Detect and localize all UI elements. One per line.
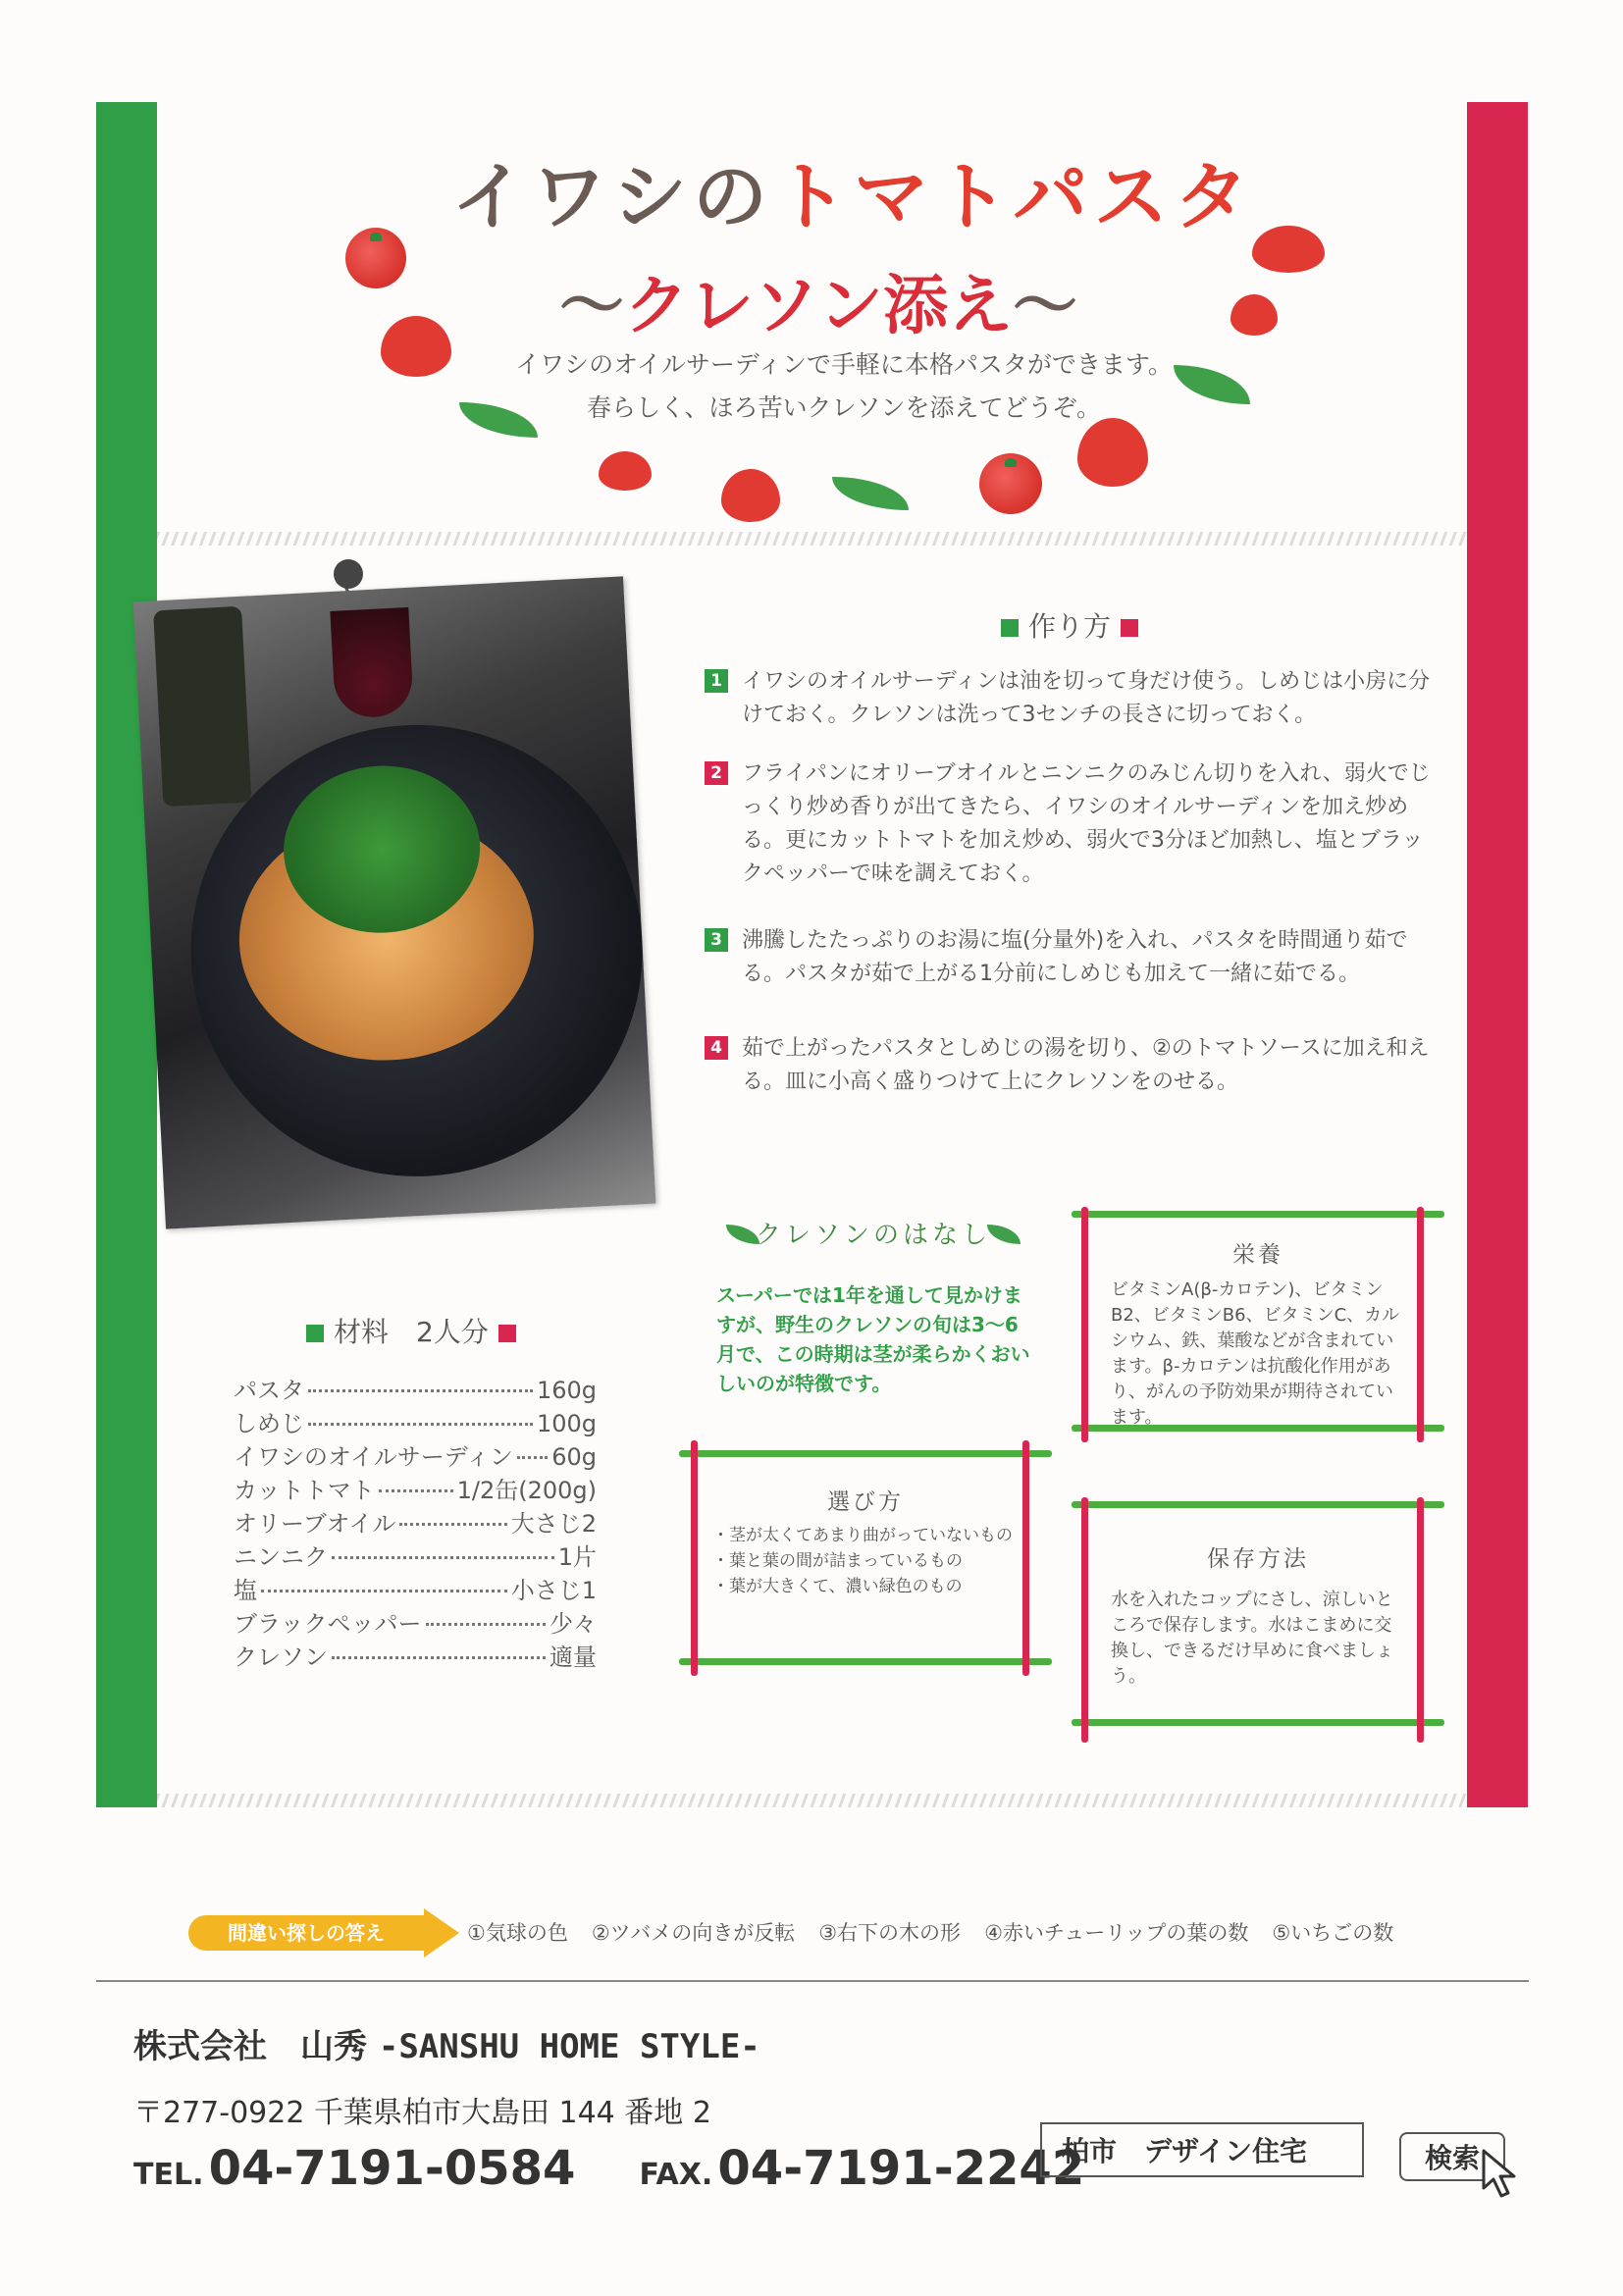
ingredient-qty: 大さじ2 [510,1510,597,1538]
frame-bar-bottom [679,1658,1052,1665]
ingredient-qty: 160g [536,1377,597,1404]
list-item [234,1607,597,1641]
green-square-icon [1001,619,1019,637]
tilde-right: 〜 [1013,268,1077,343]
storage-box [1072,1497,1444,1743]
green-square-icon [306,1325,324,1342]
tel-label: TEL. [133,2158,204,2192]
tomato-slice-icon [1252,226,1325,273]
story-title: クレソンのはなし [755,1221,991,1250]
list-item: ②ツバメの向きが反転 [591,1921,796,1945]
choose-box [679,1440,1052,1676]
list-item [234,1507,597,1540]
tomato-slice-icon [599,451,652,491]
search-input[interactable]: 柏市 デザイン住宅 [1040,2122,1364,2177]
storage-title: 保存方法 [1207,1546,1309,1572]
pushpin-icon [334,559,363,589]
page-subtitle [559,253,1077,346]
company-name-jp: 株式会社 山秀 [133,2027,367,2066]
subtitle-text: クレソン添え [624,268,1013,343]
fax-label: FAX. [639,2158,713,2192]
address: 〒277-0922 千葉県柏市大島田 144 番地 2 [133,2096,711,2130]
choose-title: 選び方 [827,1489,904,1515]
frame-bar-right [1417,1497,1424,1743]
list-item [234,1641,597,1674]
ingredient-name: クレソン [234,1644,328,1671]
ingredient-qty: 適量 [550,1644,597,1671]
step-text: フライパンにオリーブオイルとニンニクのみじん切りを入れ、弱火でじっくり炒め香りが出てきたら、イワシのオイルサーディンを加え炒める。更にカットトマトを加え炒め、弱火で3分ほど加熱し、塩とブラックペッパーで味を調えておく。 [742,761,1431,886]
list-item [234,1407,597,1440]
list-item [234,1540,597,1574]
footer-divider [96,1980,1529,1982]
contact-row [133,2141,1143,2196]
nutrition-body: ビタミンA(β-カロテン)、ビタミンB2、ビタミンB6、ビタミンC、カルシウム、鉄、葉酸などが含まれています。β-カロテンは抗酸化作用があり、がんの予防効果が期待されています。 [1111,1279,1400,1428]
leaf-icon [832,477,909,510]
lead-line-2: 春らしく、ほろ苦いクレソンを添えてどうぞ。 [586,393,1101,422]
ingredient-name: ニンニク [234,1543,328,1571]
step-number: 1 [705,669,728,693]
step-text: 茹で上がったパスタとしめじの湯を切り、②のトマトソースに加え和える。皿に小高く盛りつけて上にクレソンをのせる。 [742,1036,1430,1094]
list-item [234,1440,597,1474]
step-number: 3 [705,928,728,952]
nutrition-title: 栄養 [1232,1242,1283,1268]
method-step [705,924,1431,991]
tomato-slice-icon [1230,294,1278,336]
answers-label: 間違い探しの答え [188,1915,424,1951]
ingredient-name: 塩 [234,1577,257,1604]
method-step [705,757,1431,891]
ingredient-name: カットトマト [234,1477,375,1504]
method-step [705,665,1431,732]
fax-number: 04-7191-2242 [717,2141,1085,2196]
title-part-1: イワシの [451,153,773,240]
list-item [234,1474,597,1507]
frame-bar-top [1072,1501,1444,1508]
right-red-bar [1467,102,1528,1807]
red-square-icon [498,1325,516,1342]
tilde-left: 〜 [559,268,624,343]
lead-text [500,343,1187,430]
frame-bar-top [1072,1211,1444,1218]
list-item: ①気球の色 [467,1921,568,1945]
frame-bar-left [691,1440,698,1676]
divider-bottom [157,1794,1467,1807]
tel-number: 04-7191-0584 [208,2141,576,2196]
ingredient-name: パスタ [234,1377,304,1404]
step-number: 2 [705,761,728,785]
ingredient-qty: 100g [536,1410,597,1437]
divider-top [157,532,1467,546]
page-title [451,137,1254,244]
tomato-icon [345,228,406,288]
ingredient-name: オリーブオイル [234,1510,396,1538]
search-button[interactable]: 検索 [1399,2132,1505,2181]
ingredients-heading [296,1311,526,1350]
wine-glass [330,607,414,719]
frame-bar-top [679,1450,1052,1457]
ingredients-heading-text: 材料 2人分 [334,1316,489,1348]
step-number: 4 [705,1036,728,1060]
storage-body: 水を入れたコップにさし、涼しいところで保存します。水はこまめに交換し、できるだけ早めに食べましょう。 [1111,1590,1393,1687]
list-item: ・茎が太くてあまり曲がっていないもの [712,1526,1013,1545]
ingredient-qty: 1片 [557,1543,597,1571]
frame-bar-left [1081,1497,1088,1743]
ingredient-qty: 1/2缶(200g) [456,1477,597,1504]
red-square-icon [1121,619,1138,637]
left-green-bar [96,102,157,1807]
pasta-photo [133,576,656,1228]
tomato-icon [979,453,1042,514]
list-item: ⑤いちごの数 [1272,1921,1394,1945]
frame-bar-bottom [1072,1719,1444,1726]
list-item [234,1574,597,1607]
list-item: ③右下の木の形 [818,1921,962,1945]
company-name-en: -SANSHU HOME STYLE- [378,2027,760,2066]
title-part-2: トマトパスタ [773,153,1255,240]
tomato-slice-icon [721,469,780,522]
nutrition-box [1072,1207,1444,1442]
method-step [705,1032,1431,1099]
list-item: ④赤いチューリップの葉の数 [984,1921,1249,1945]
ingredient-name: イワシのオイルサーディン [234,1443,513,1471]
method-heading-text: 作り方 [1028,610,1112,643]
ingredients-list [234,1374,597,1674]
list-item: ・葉と葉の間が詰まっているもの [712,1551,963,1571]
ingredient-name: ブラックペッパー [234,1610,422,1638]
company-name [133,2019,760,2067]
arrow-right-icon [424,1908,459,1957]
ingredient-qty: 60g [551,1443,597,1471]
list-item: ・葉が大きくて、濃い緑色のもの [712,1577,963,1596]
tomato-slice-icon [381,316,451,377]
method-heading [991,605,1148,645]
ingredient-name: しめじ [234,1410,304,1437]
story-body: スーパーでは1年を通して見かけますが、野生のクレソンの旬は3〜6月で、この時期は茎が柔らかくおいしいのが特徴です。 [716,1283,1030,1395]
list-item [234,1374,597,1407]
wine-bottle [153,606,251,807]
step-text: イワシのオイルサーディンは油を切って身だけ使う。しめじは小房に分けておく。クレソンは洗って3センチの長さに切っておく。 [742,669,1431,727]
answers-list [467,1917,1417,1947]
lead-line-1: イワシのオイルサーディンで手軽に本格パスタができます。 [515,350,1173,379]
ingredient-qty: 少々 [550,1610,597,1638]
ingredient-qty: 小さじ1 [510,1577,597,1604]
mouse-cursor-icon [1482,2149,1521,2200]
step-text: 沸騰したたっぷりのお湯に塩(分量外)を入れ、パスタを時間通り茹でる。パスタが茹で上がる1分前にしめじも加えて一緒に茹でる。 [742,928,1408,986]
